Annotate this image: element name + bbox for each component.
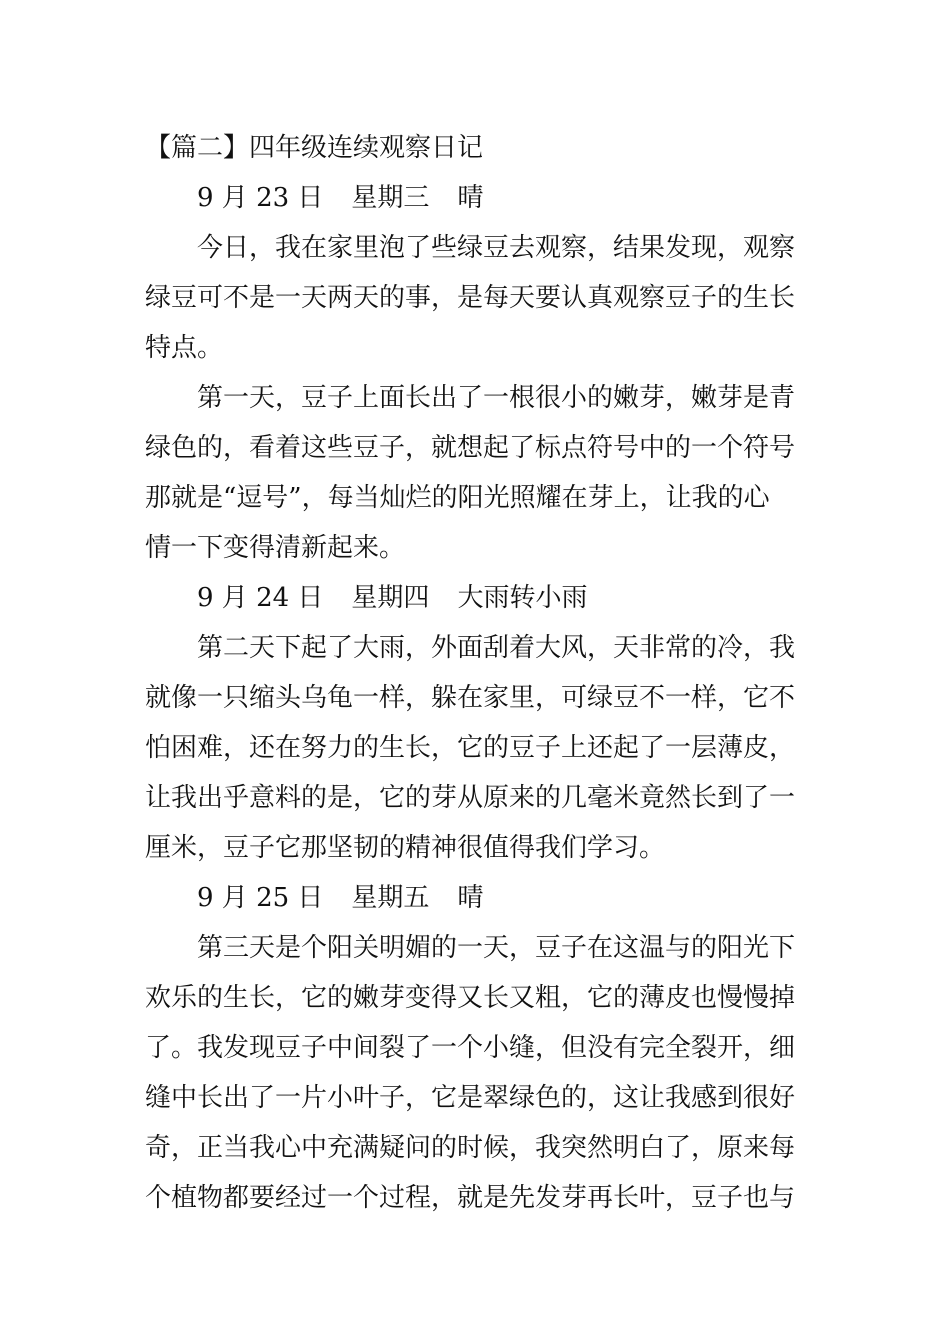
paragraph-line: 怕困难，还在努力的生长，它的豆子上还起了一层薄皮， [145, 733, 796, 763]
paragraph-line: 厘米，豆子它那坚韧的精神很值得我们学习。 [145, 833, 666, 863]
paragraph-line: 情一下变得清新起来。 [145, 533, 406, 563]
paragraph-line: 那就是“逗号”，每当灿烂的阳光照耀在芽上，让我的心 [145, 483, 770, 513]
paragraph-line: 第一天，豆子上面长出了一根很小的嫩芽，嫩芽是青 [197, 383, 796, 413]
entry-weekday: 星期三 [351, 183, 430, 213]
entry-date: 9 月 23 日 [197, 183, 324, 213]
entry-weekday: 星期四 [351, 583, 430, 613]
paragraph-line: 个植物都要经过一个过程，就是先发芽再长叶，豆子也与 [145, 1183, 796, 1213]
entry-date: 9 月 25 日 [197, 883, 324, 913]
paragraph-line: 让我出乎意料的是，它的芽从原来的几毫米竟然长到了一 [145, 783, 796, 813]
entry-weekday: 星期五 [351, 883, 430, 913]
paragraph-line: 今日，我在家里泡了些绿豆去观察，结果发现，观察 [197, 233, 796, 263]
paragraph-line: 奇，正当我心中充满疑问的时候，我突然明白了，原来每 [145, 1133, 796, 1163]
paragraph-line: 就像一只缩头乌龟一样，躲在家里，可绿豆不一样，它不 [145, 683, 796, 713]
paragraph-line: 特点。 [145, 333, 224, 363]
entry-date-line [197, 182, 810, 214]
entry-weather: 大雨转小雨 [457, 583, 588, 613]
entry-date: 9 月 24 日 [197, 583, 324, 613]
paragraph-line: 第三天是个阳关明媚的一天，豆子在这温与的阳光下 [197, 933, 796, 963]
paragraph-line: 第二天下起了大雨，外面刮着大风，天非常的冷，我 [197, 633, 796, 663]
paragraph-line: 绿豆可不是一天两天的事，是每天要认真观察豆子的生长 [145, 283, 796, 313]
paragraph-line: 了。我发现豆子中间裂了一个小缝，但没有完全裂开，细 [145, 1033, 796, 1063]
entry-date-line [197, 882, 810, 914]
entry-weather: 晴 [457, 883, 484, 913]
document-title: 【篇二】四年级连续观察日记 [145, 133, 484, 163]
paragraph-line: 欢乐的生长，它的嫩芽变得又长又粗，它的薄皮也慢慢掉 [145, 983, 796, 1013]
paragraph-line: 缝中长出了一片小叶子，它是翠绿色的，这让我感到很好 [145, 1083, 796, 1113]
paragraph-line: 绿色的，看着这些豆子，就想起了标点符号中的一个符号 [145, 433, 796, 463]
entry-weather: 晴 [457, 183, 484, 213]
entry-date-line [197, 582, 810, 614]
